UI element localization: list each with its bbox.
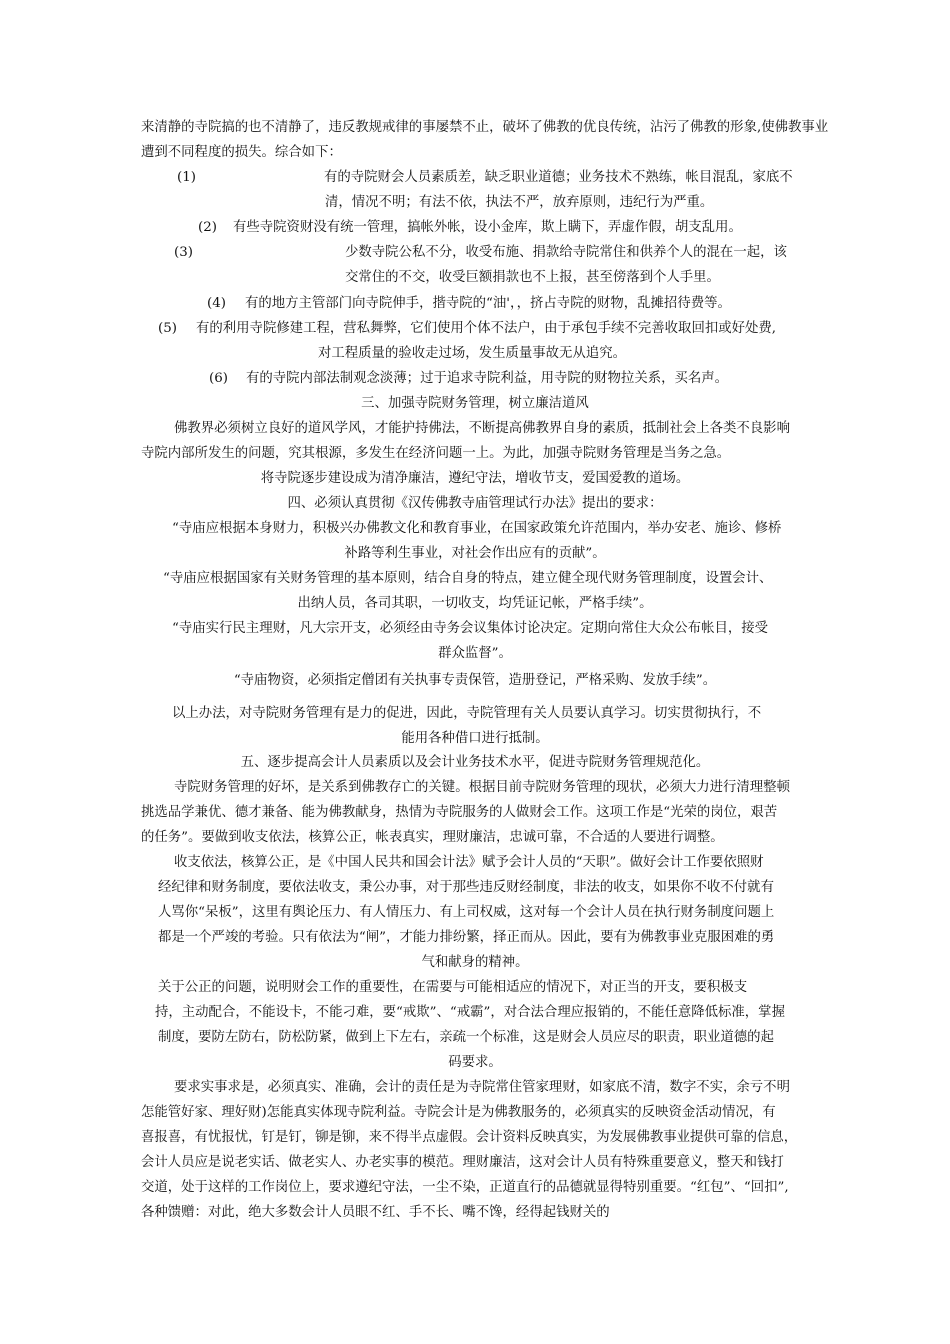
paragraph-line: 来清静的寺院搞的也不清静了，违反教规戒律的事屡禁不止，破坏了佛教的优良传统，沾污了佛教的形象,使佛教事业 xyxy=(141,120,829,135)
paragraph-line: 能用各种借口进行抵制。 xyxy=(401,731,549,746)
paragraph-line: 挑选品学兼优、德才兼备、能为佛教献身，热情为寺院服务的人做财会工作。这项工作是“光荣的岗位，艰苦 xyxy=(141,805,778,820)
paragraph-line: 气和献身的精神。 xyxy=(421,955,529,970)
list-item-number: (3) xyxy=(174,245,193,260)
paragraph-line: 各种馈赠：对此，绝大多数会计人员眼不红、手不长、嘴不馋，经得起钱财关的 xyxy=(141,1205,610,1220)
list-item-text: 有些寺院资财没有统一管理，搞帐外帐，设小金库，欺上瞒下，弄虚作假，胡支乱用。 xyxy=(233,220,742,235)
paragraph-line: 经纪律和财务制度，要依法收支，秉公办事，对于那些违反财经制度，非法的收支，如果你不收不付就有 xyxy=(158,880,774,895)
list-item-number: (5) xyxy=(158,321,177,336)
section-heading: 五、逐步提高会计人员素质以及会计业务技术水平，促进寺院财务管理规范化。 xyxy=(240,755,710,770)
paragraph-line: 持，主动配合，不能设卡，不能刁难，要“戒欺”、“戒霸”，对合法合理应报销的，不能任意降低标准，掌握 xyxy=(155,1005,785,1020)
paragraph-line: 交道，处于这样的工作岗位上，要求遵纪守法，一尘不染，正道直行的品德就显得特别重要。“红包”、“回扣”, xyxy=(141,1180,789,1195)
paragraph-line: 关于公正的问题，说明财会工作的重要性，在需要与可能相适应的情况下，对正当的开支，要积极支 xyxy=(158,980,748,995)
paragraph-line: 会计人员应是说老实话、做老实人、办老实事的模范。理财廉洁，这对会计人员有特殊重要意义，整天和钱打 xyxy=(141,1155,784,1170)
list-item-text: 有的利用寺院修建工程，营私舞弊，它们使用个体不法户，由于承包手续不完善收取回扣或好处费, xyxy=(196,321,777,336)
paragraph-line: 寺院财务管理的好坏，是关系到佛教存亡的关键。根据目前寺院财务管理的现状，必须大力进行清理整顿 xyxy=(174,780,790,795)
quote-line: 群众监督”。 xyxy=(438,646,512,661)
list-item-number: (2) xyxy=(198,220,217,235)
paragraph-line: 收支依法，核算公正，是《中国人民共和国会计法》赋予会计人员的“天职”。做好会计工作要依照财 xyxy=(174,855,764,870)
list-item-text: 对工程质量的验收走过场，发生质量事故无从追究。 xyxy=(318,346,626,361)
paragraph-line: 怎能管好家、理好财)怎能真实体现寺院利益。寺院会计是为佛教服务的，必须真实的反映资金活动情况，有 xyxy=(141,1105,776,1120)
paragraph-line: 制度，要防左防右，防松防紧，做到上下左右，亲疏一个标准，这是财会人员应尽的职责，职业道德的起 xyxy=(158,1030,774,1045)
paragraph-line: 人骂你“呆板”，这里有舆论压力、有人情压力、有上司权威，这对每一个会计人员在执行财务制度问题上 xyxy=(158,905,775,920)
quote-line: “寺庙物资，必须指定僧团有关执事专责保管，造册登记，严格采购、发放手续”。 xyxy=(233,673,717,688)
quote-line: “寺庙应根据国家有关财务管理的基本原则，结合自身的特点，建立健全现代财务管理制度，设置会计、 xyxy=(163,571,773,586)
list-item-number: (4) xyxy=(207,296,226,311)
paragraph-line: 码要求。 xyxy=(448,1055,502,1070)
list-item-text: 清，情况不明；有法不依，执法不严，放弃原则，违纪行为严重。 xyxy=(325,195,714,210)
section-heading: 四、必须认真贯彻《汉传佛教寺庙管理试行办法》提出的要求： xyxy=(287,496,663,511)
paragraph-line: 将寺院逐步建设成为清净廉洁，遵纪守法，增收节支，爱国爱教的道场。 xyxy=(260,471,690,486)
paragraph-line: 以上办法，对寺院财务管理有是力的促进，因此，寺院管理有关人员要认真学习。切实贯彻执行，不 xyxy=(172,706,762,721)
paragraph-line: 要求实事求是，必须真实、准确，会计的责任是为寺院常住管家理财，如家底不清，数字不实，余亏不明 xyxy=(174,1080,790,1095)
quote-line: 补路等利生事业，对社会作出应有的贡献”。 xyxy=(344,546,606,561)
paragraph-line: 遭到不同程度的损失。综合如下： xyxy=(141,145,342,160)
paragraph-line: 寺院内部所发生的问题，究其根源，多发生在经济问题一上。为此，加强寺院财务管理是当务之急。 xyxy=(141,446,731,461)
list-item-text: 有的寺院内部法制观念淡薄；过于追求寺院利益，用寺院的财物拉关系，买名声。 xyxy=(246,371,729,386)
list-item-number: (1) xyxy=(177,170,196,185)
list-item-text: 交常住的不交，收受巨额捐款也不上报，甚至傍落到个人手里。 xyxy=(345,270,720,285)
section-heading: 三、加强寺院财务管理，树立廉洁道风 xyxy=(361,396,589,411)
quote-line: “寺庙应根据本身财力，积极兴办佛教文化和教育事业，在国家政策允许范围内，举办安老、施诊、修桥 xyxy=(172,521,782,536)
list-item-text: 少数寺院公私不分，收受布施、捐款给寺院常住和供养个人的混在一起，该 xyxy=(345,245,787,260)
list-item-text: 有的寺院财会人员素质差，缺乏职业道德；业务技术不熟练，帐目混乱，家底不 xyxy=(324,170,793,185)
paragraph-line: 的任务”。要做到收支依法，核算公正，帐表真实，理财廉洁，忠诚可靠，不合适的人要进行调整。 xyxy=(141,830,724,845)
list-item-number: (6) xyxy=(209,371,228,386)
paragraph-line: 喜报喜，有忧报忧，钉是钉，铆是铆，来不得半点虚假。会计资料反映真实，为发展佛教事业提供可靠的信息， xyxy=(141,1130,798,1145)
paragraph-line: 都是一个严竣的考验。只有依法为“闸”，才能力排纷繁，择正而从。因此，要有为佛教事业克服困难的勇 xyxy=(158,930,775,945)
quote-line: “寺庙实行民主理财，凡大宗开支，必须经由寺务会议集体讨论决定。定期向常住大众公布帐目，接受 xyxy=(172,621,769,636)
list-item-text: 有的地方主管部门向寺院伸手，揩寺院的“油'，，挤占寺院的财物，乱摊招待费等。 xyxy=(245,296,731,311)
quote-line: 出纳人员，各司其职，一切收支，均凭证记帐，严格手续”。 xyxy=(297,596,653,611)
paragraph-line: 佛教界必须树立良好的道风学风，才能护持佛法，不断提高佛教界自身的素质，抵制社会上各类不良影响 xyxy=(174,421,790,436)
